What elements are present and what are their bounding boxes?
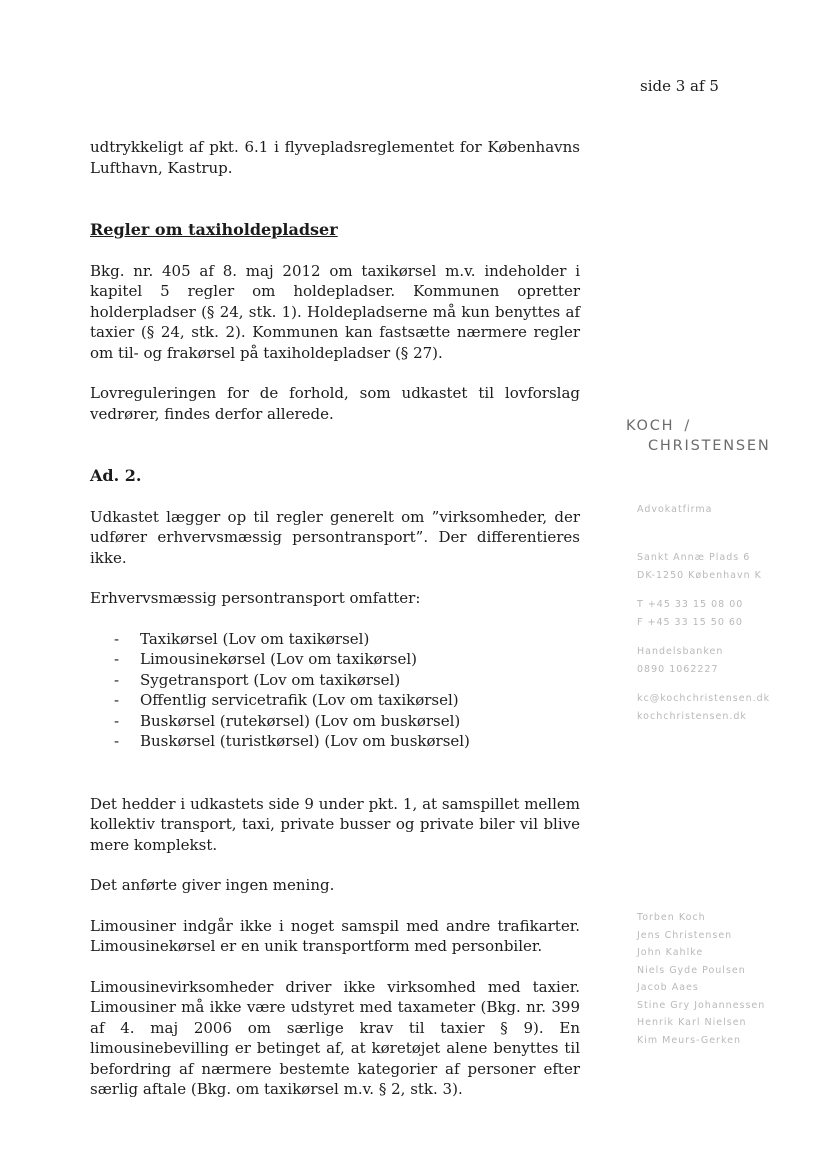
partner-name: Jens Christensen [637, 929, 733, 941]
partner-name: Stine Gry Johannessen [637, 999, 766, 1011]
partner-name: Jacob Aaes [637, 982, 699, 993]
section-heading-regler: Regler om taxiholdepladser [90, 220, 338, 239]
paragraph-anfoerte: Det anførte giver ingen mening. [90, 876, 335, 894]
firm-partners [637, 909, 765, 1049]
firm-website: kochchristensen.dk [637, 710, 747, 722]
bullet-dash: - [114, 629, 120, 648]
paragraph-udkast: Udkastet lægger op til regler generelt om ”virksomheder, der udfører erhvervsmæssig persontransport”. Der differentieres ikke. [90, 507, 580, 567]
list-item: - Buskørsel (rutekørsel) (Lov om buskørsel) [114, 711, 461, 730]
paragraph-bkg: Bkg. nr. 405 af 8. maj 2012 om taxikørsel m.v. indeholder i kapitel 5 regler om holdepladser. Kommunen opretter holderpladser (§ 24, stk. 1). Holdepladserne må kun benyttes af taxier (§ 24, stk. 2). Kommunen kan fastsætte nærmere regler om til- og frakørsel på taxiholdepladser (§ 27). [90, 261, 580, 362]
paragraph-lovregulering: Lovreguleringen for de forhold, som udkastet til lovforslag vedrører, findes derfor allerede. [90, 384, 580, 423]
partner-name: John Kahlke [637, 947, 704, 958]
letter-body [90, 137, 580, 1100]
list-item: - Taxikørsel (Lov om taxikørsel) [114, 629, 370, 648]
paragraph-hedder: Det hedder i udkastets side 9 under pkt. 1, at samspillet mellem kollektiv transport, taxi, private busser og private biler vil blive mere komplekst. [90, 794, 580, 854]
firm-bank: Handelsbanken 0890 1062227 [637, 646, 724, 675]
paragraph-intro: udtrykkeligt af pkt. 6.1 i flyvepladsreglementet for Københavns Lufthavn, Kastrup. [90, 138, 580, 177]
bullet-dash: - [114, 691, 120, 709]
logo-koch: KOCH [626, 418, 675, 434]
bullet-dash: - [114, 732, 120, 750]
bullet-dash: - [114, 650, 120, 668]
list-item: - Sygetransport (Lov om taxikørsel) [114, 670, 401, 689]
partner-name: Niels Gyde Poulsen [637, 964, 746, 976]
firm-contact [637, 690, 770, 725]
firm-email: kc@kochchristensen.dk [637, 693, 771, 704]
logo-slash: / [684, 418, 692, 434]
page-number: side 3 af 5 [640, 77, 719, 95]
bullet-dash: - [114, 711, 120, 730]
firm-type: Advokatfirma [637, 504, 713, 515]
partner-name: Torben Koch [637, 912, 706, 923]
firm-phone: T +45 33 15 08 00 F +45 33 15 50 60 [637, 599, 744, 628]
list-item: - Buskørsel (turistkørsel) (Lov om buskørsel) [114, 732, 470, 750]
section-heading-ad2: Ad. 2. [90, 466, 142, 485]
paragraph-limousinevirksomheder: Limousinevirksomheder driver ikke virksomhed med taxier. Limousiner må ikke være udstyret med taxameter (Bkg. nr. 399 af 4. maj 2006 om særlige krav til taxier § 9). En limousinebevilling er betinget af, at køretøjet alene benyttes til befordring af nærmere bestemte kategorier af personer efter særlig aftale (Bkg. om taxikørsel m.v. § 2, stk. 3). [90, 977, 580, 1098]
bullet-dash: - [114, 670, 120, 689]
firm-address: Sankt Annæ Plads 6 DK-1250 København K [637, 552, 762, 581]
logo-christensen: CHRISTENSEN [648, 438, 771, 454]
list-item: - Offentlig servicetrafik (Lov om taxikørsel) [114, 691, 459, 709]
transport-list [90, 629, 580, 752]
partner-name: Henrik Karl Nielsen [637, 1017, 747, 1028]
partner-name: Kim Meurs-Gerken [637, 1034, 741, 1046]
list-item: - Limousinekørsel (Lov om taxikørsel) [114, 650, 417, 668]
paragraph-erhverv: Erhvervsmæssig persontransport omfatter: [90, 589, 421, 607]
paragraph-limousiner: Limousiner indgår ikke i noget samspil med andre trafikarter. Limousinekørsel er en unik transportform med personbiler. [90, 916, 580, 955]
firm-logo [626, 416, 770, 456]
